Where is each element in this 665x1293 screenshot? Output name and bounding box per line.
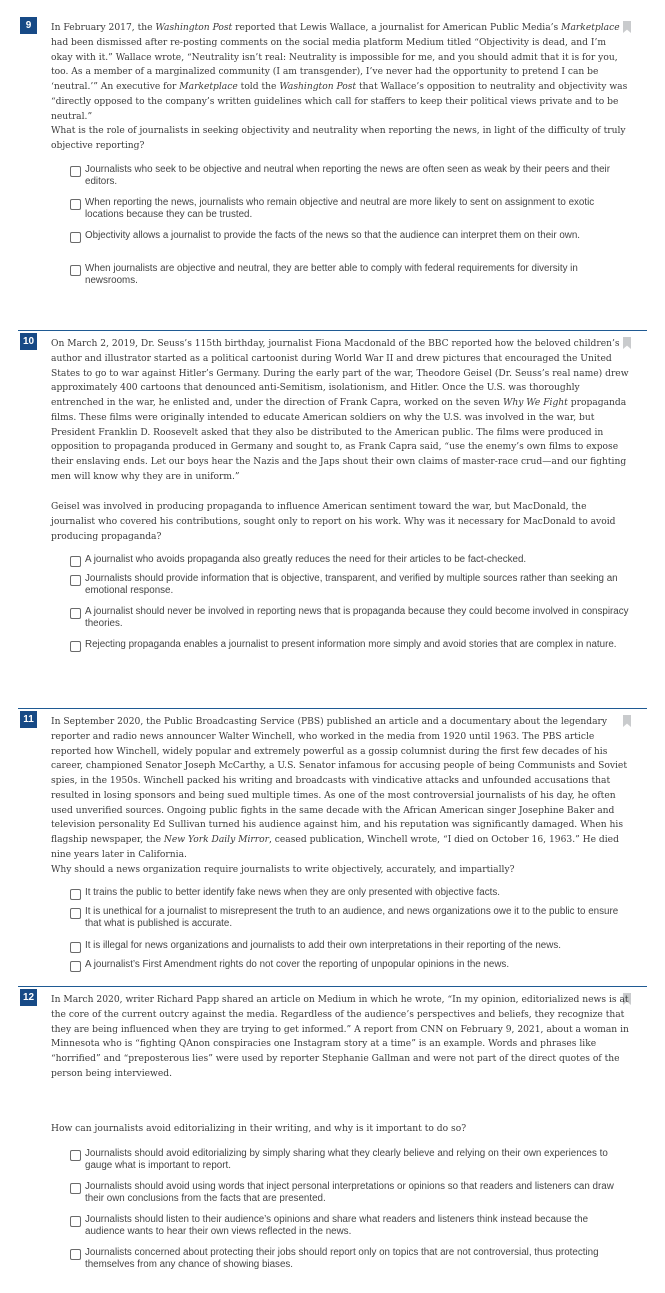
option-text: A journalist’s First Amendment rights do not cover the reporting of unpopular opinions in the news.	[85, 959, 510, 970]
checkbox[interactable]	[70, 265, 81, 276]
question-prompt: Geisel was involved in producing propaganda to influence American sentiment toward the war, but MacDonald, the journalist who covered his contributions, sought only to report on his work. Why was it necessary for MacDonald to avoid producing propaganda?	[51, 502, 616, 542]
passage: In February 2017, the Washington Post reported that Lewis Wallace, a journalist for American Public Media’s Marketplace had been dismissed after re-posting comments on the social media platform Medium titled “Objectivity is dead, and I’m okay with it.” Wallace wrote, “Neutrality isn’t real: Neutrality is impossible for me, and you should admit that it is for you, too. As a member of a marginalized community (I am transgender), I’ve never had the opportunity to pretend I can be ‘neutral.’” An executive for Marketplace told the Washington Post that Wallace’s opposition to neutrality and objectivity was “directly opposed to the company’s written guidelines which call for staffers to keep their political views private and to be neutral.”	[51, 23, 628, 122]
question-prompt: Why should a news organization require journalists to write objectively, accurately, and impartially?	[51, 865, 515, 875]
option-text: Journalists should listen to their audience’s opinions and share what readers and listeners think instead because the audience wants to hear their own views reflected in the news.	[85, 1214, 589, 1237]
divider	[18, 708, 647, 709]
question-number: 12	[20, 989, 37, 1006]
option-text: It is unethical for a journalist to misrepresent the truth to an audience, and news organizations owe it to the public to ensure that what is published is accurate.	[85, 906, 619, 929]
question-number: 11	[20, 711, 37, 728]
passage: In March 2020, writer Richard Papp shared an article on Medium in which he wrote, “In my opinion, editorialized news is at the core of the current outcry against the media. Regardless of the audience’s perspectives and beliefs, they recognize that they are being influenced when they are trying to get informed.” A report from CNN on February 9, 2021, about a woman in Minnesota who is “fighting QAnon conspiracies one Instagram story at a time” is an example. Words and phrases like “horrified” and “preposterous lies” were used by reporter Stephanie Gallman and were not part of the direct quotes of the person being interviewed.	[51, 995, 629, 1079]
checkbox[interactable]	[70, 961, 81, 972]
checkbox[interactable]	[70, 232, 81, 243]
passage: In September 2020, the Public Broadcasting Service (PBS) published an article and a documentary about the legendary reporter and radio news announcer Walter Winchell, who worked in the media from 1920 until 1963. The PBS article reported how Winchell, widely popular and extremely powerful as a gossip columnist during the first few decades of his career, championed Senator Joseph McCarthy, a U.S. Senator infamous for accusing people of being Communists and Soviet spies, in the 1950s. Winchell packed his writing and broadcasts with vindicative attacks and unfounded accusations that resulted in losing sponsors and being sued multiple times. As one of the most controversial journalists of his day, he often used unverified sources. Ongoing public fights in the same decade with the African American singer Josephine Baker and television personality Ed Sullivan turned his audience against him, and his reputation was significantly damaged. When his flagship newspaper, the New York Daily Mirror, ceased publication, Winchell wrote, “I died on October 16, 1963.” He died nine years later in California.	[51, 717, 627, 860]
option-text: Journalists should provide information that is objective, transparent, and verified by multiple sources rather than seeking an emotional response.	[85, 573, 618, 596]
checkbox[interactable]	[70, 889, 81, 900]
option-text: When journalists are objective and neutral, they are better able to comply with federal requirements for diversity in newsrooms.	[85, 263, 578, 286]
checkbox[interactable]	[70, 556, 81, 567]
divider	[18, 986, 647, 987]
option-text: Journalists who seek to be objective and neutral when reporting the news are often seen as weak by their peers and their editors.	[85, 164, 610, 187]
checkbox[interactable]	[70, 199, 81, 210]
checkbox[interactable]	[70, 1249, 81, 1260]
question-12	[0, 986, 665, 1286]
passage: On March 2, 2019, Dr. Seuss’s 115th birthday, journalist Fiona Macdonald of the BBC reported how the beloved children’s author and illustrator started as a political cartoonist during World War II and drew pictures that encouraged the United States to go to war against Hitler’s Germany. During the early part of the war, Theodore Geisel (Dr. Seuss’s real name) drew approximately 400 cartoons that denounced anti-Semitism, isolationism, and Hitler. Once the U.S. was thoroughly entrenched in the war, he enlisted and, under the direction of Frank Capra, worked on the seven Why We Fight propaganda films. These films were originally intended to educate American soldiers on why the U.S. was involved in the war, but President Franklin D. Roosevelt asked that they also be distributed to the American public. The films were produced in opposition to propaganda produced in Germany and sought to, as Frank Capra said, “use the enemy’s own films to expose their enslaving ends. Let our boys hear the Nazis and the Japs shout their own claims of master-race crud—and our fighting men will know why they are in uniform.”	[51, 339, 629, 482]
option-text: Rejecting propaganda enables a journalist to present information more simply and avoid stories that are complex in nature.	[85, 639, 617, 650]
question-9	[0, 14, 665, 304]
option-text: A journalist should never be involved in reporting news that is propaganda because they could become involved in conspiracy theories.	[85, 606, 629, 629]
checkbox[interactable]	[70, 1216, 81, 1227]
option-text: A journalist who avoids propaganda also greatly reduces the need for their articles to be fact-checked.	[85, 554, 527, 565]
checkbox[interactable]	[70, 1183, 81, 1194]
checkbox[interactable]	[70, 641, 81, 652]
checkbox[interactable]	[70, 908, 81, 919]
option-text: Journalists should avoid editorializing by simply sharing what they clearly believe and relying on their own experiences to gauge what is important to report.	[85, 1148, 608, 1171]
question-number: 9	[20, 17, 37, 34]
option-text: When reporting the news, journalists who remain objective and neutral are more likely to sent on assignment to exotic locations because they can be trusted.	[85, 197, 595, 220]
option-text: Objectivity allows a journalist to provide the facts of the news so that the audience can interpret them on their own.	[85, 230, 581, 241]
question-10	[0, 330, 665, 680]
checkbox[interactable]	[70, 1150, 81, 1161]
checkbox[interactable]	[70, 575, 81, 586]
option-text: Journalists concerned about protecting their jobs should report only on topics that are not controversial, thus protecting themselves from any chance of showing biases.	[85, 1247, 599, 1270]
option-text: It is illegal for news organizations and journalists to add their own interpretations in their reporting of the news.	[85, 940, 561, 951]
option-text: Journalists should avoid using words that inject personal interpretations or opinions so that readers and listeners can draw their own conclusions from the facts that are presented.	[85, 1181, 614, 1204]
checkbox[interactable]	[70, 608, 81, 619]
question-prompt: What is the role of journalists in seeking objectivity and neutrality when reporting the news, in light of the difficulty of truly objective reporting?	[51, 126, 626, 151]
question-number: 10	[20, 333, 37, 350]
question-prompt: How can journalists avoid editorializing in their writing, and why is it important to do so?	[51, 1124, 467, 1134]
checkbox[interactable]	[70, 166, 81, 177]
checkbox[interactable]	[70, 942, 81, 953]
divider	[18, 330, 647, 331]
question-11	[0, 708, 665, 978]
option-text: It trains the public to better identify fake news when they are only presented with objective facts.	[85, 887, 500, 898]
